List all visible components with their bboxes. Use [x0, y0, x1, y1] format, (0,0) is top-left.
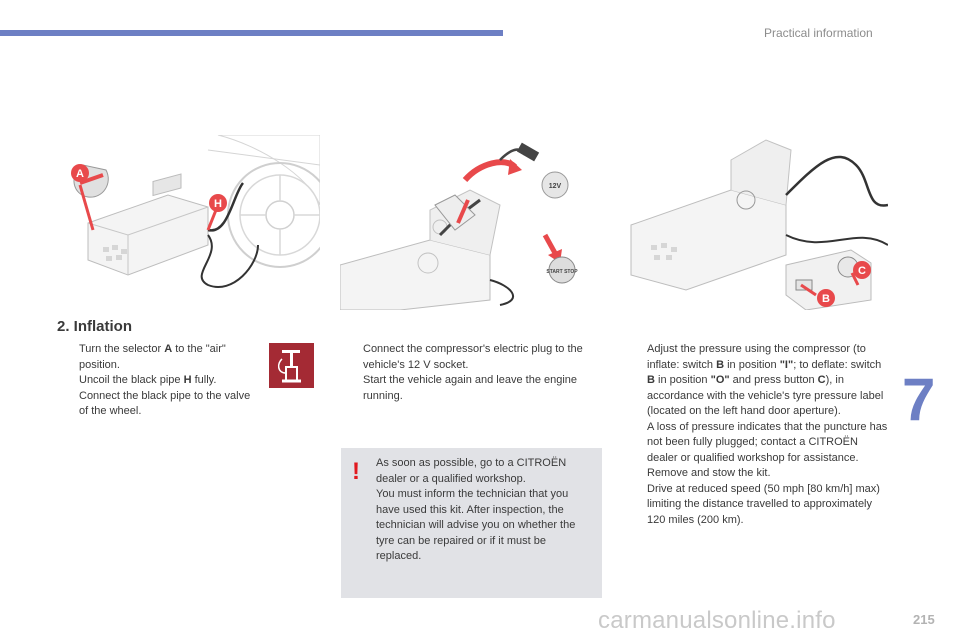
step-drive-reduced-speed: Drive at reduced speed (50 mph [80 km/h] max) limiting the distance travelled to approximately 120 miles (200 km).: [647, 482, 880, 526]
steps-column-1: [57, 342, 257, 420]
warning-line-1: As soon as possible, go to a CITROËN dealer or a qualified workshop.: [376, 457, 567, 485]
callout-c-label: C: [858, 265, 866, 277]
warning-icon: !: [352, 458, 360, 485]
step-uncoil-pipe: Uncoil the black pipe H fully.: [79, 374, 217, 386]
callout-b-label: B: [822, 293, 830, 305]
watermark: carmanualsonline.info: [598, 607, 836, 634]
chapter-title: Practical information: [764, 26, 873, 40]
steps-column-2: [341, 342, 601, 404]
step-adjust-pressure: Adjust the pressure using the compressor (to inflate: switch B in position "I"; to deflate: switch B in position "O" and press button C), in accordance with the vehicle's tyre pressure label (located on the left hand door aperture). A loss of pressure indicates that the puncture has not been fully plugged; contact a CITROËN dealer or qualified workshop for assistance.: [647, 343, 888, 464]
socket-label: 12V: [548, 183, 562, 190]
chapter-number: 7: [902, 366, 936, 433]
steps-column-3: [625, 342, 890, 528]
pressure-loss-note: A loss of pressure indicates that the puncture has not been fully plugged; contact a CITROËN dealer or qualified workshop for assistance.: [647, 420, 888, 464]
step-turn-selector: Turn the selector A to the "air" position.: [79, 343, 226, 371]
illustration-socket-connection: [340, 135, 585, 310]
start-stop-label: START STOP: [546, 269, 578, 275]
header-accent-bar: [0, 30, 503, 36]
callout-a-label: A: [76, 168, 84, 180]
warning-text: [376, 456, 594, 565]
page-number: 215: [913, 612, 935, 627]
illustration-compressor-wheel: [58, 135, 320, 310]
illustration-compressor-controls: [626, 135, 888, 310]
step-start-vehicle: Start the vehicle again and leave the engine running.: [363, 374, 578, 402]
pump-icon: [269, 343, 314, 388]
warning-box: [341, 448, 602, 598]
step-connect-pipe: Connect the black pipe to the valve of the wheel.: [79, 389, 251, 417]
step-connect-plug: Connect the compressor's electric plug to the vehicle's 12 V socket.: [363, 343, 583, 371]
section-title: 2. Inflation: [57, 318, 132, 335]
callout-h-label: H: [214, 198, 222, 210]
warning-line-2: You must inform the technician that you have used this kit. After inspection, the technician will advise you on whether the tyre can be repaired or if it must be replaced.: [376, 488, 576, 562]
step-remove-kit: Remove and stow the kit.: [647, 467, 771, 479]
